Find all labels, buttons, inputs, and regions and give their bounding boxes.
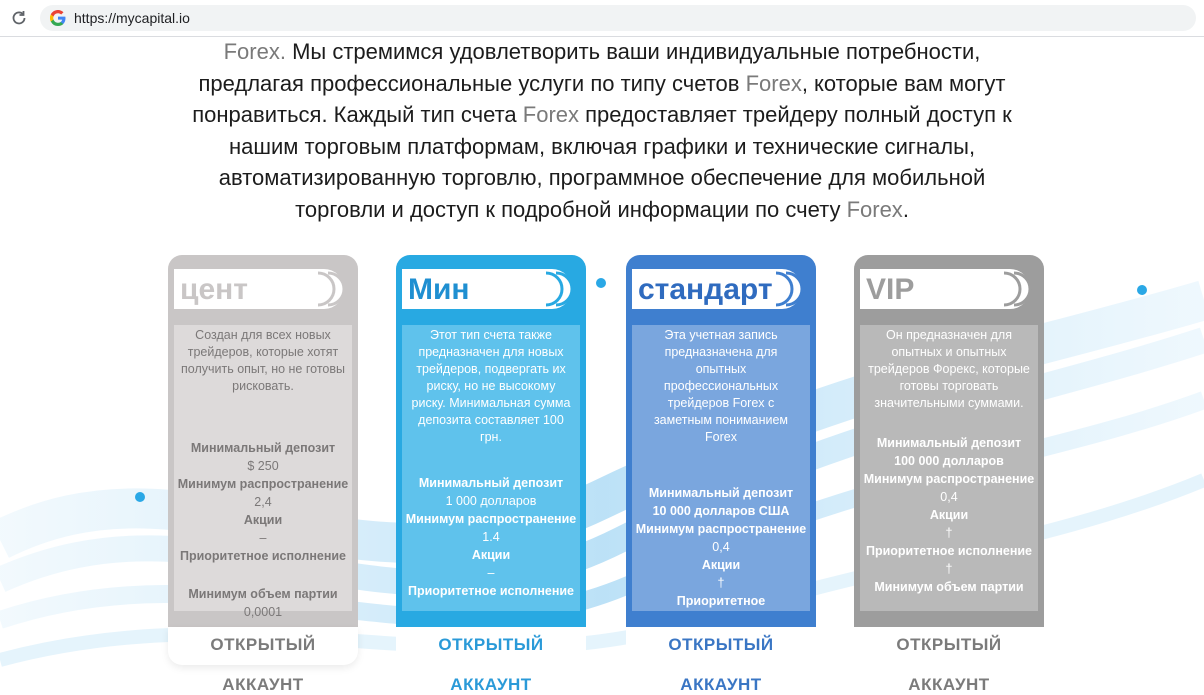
stocks-value: † <box>945 526 953 540</box>
open-account-button[interactable]: ОТКРЫТЫЙ <box>896 635 1002 654</box>
double-arc-icon <box>312 269 352 309</box>
card-body <box>854 325 1044 627</box>
lot-label: Минимум объем партии <box>188 587 338 601</box>
account-card-cent <box>168 255 358 694</box>
card-title: Мин <box>408 273 470 306</box>
account-card-standard <box>626 255 816 694</box>
intro-paragraph: Forex. Мы стремимся удовлетворить ваши индивидуальные потребности, предлагая профессиональные услуги по типу счетов Forex, которые вам могут понравиться. Каждый тип счета Forex предоставляет трейдеру полный доступ к нашим торговым платформам, включая графики и технические сигналы, автоматизированную торговлю, программное обеспечение для мобильной торговли и доступ к подробной информации по счету Forex. <box>192 39 1012 222</box>
priority-label: Приоритетное исполнение <box>407 584 575 598</box>
open-account-button[interactable]: ОТКРЫТЫЙ <box>210 635 316 654</box>
decor-dot <box>135 492 145 502</box>
deposit-value: $ 250 <box>247 459 279 473</box>
open-account-button[interactable]: ОТКРЫТЫЙ <box>438 635 544 654</box>
double-arc-icon <box>540 269 580 309</box>
card-header <box>396 255 586 325</box>
priority-label: Приоритетное исполнение <box>865 544 1033 558</box>
spread-value: 1.4 <box>482 530 500 544</box>
spread-value: 0,4 <box>940 490 958 504</box>
spread-label: Минимум распространение <box>405 512 577 526</box>
card-header <box>854 255 1044 325</box>
priority-label: Приоритетное исполнение <box>179 549 347 563</box>
browser-toolbar <box>0 0 1204 37</box>
reload-icon[interactable] <box>10 9 28 27</box>
stocks-label: Акции <box>471 548 511 562</box>
card-body <box>168 325 358 627</box>
priority-label: Приоритетное <box>676 594 766 608</box>
account-link[interactable]: АККАУНТ <box>908 675 990 694</box>
card-title: стандарт <box>638 273 773 306</box>
card-title: цент <box>180 273 248 306</box>
card-title: VIP <box>866 273 915 306</box>
address-bar[interactable] <box>40 5 1196 31</box>
card-details <box>860 325 1038 611</box>
deposit-label: Минимальный депозит <box>876 436 1022 450</box>
card-description: Создан для всех новых трейдеров, которые хотят получить опыт, но не готовы рисковать. <box>181 328 345 393</box>
stocks-value: – <box>487 566 495 580</box>
card-header <box>168 255 358 325</box>
decor-dot <box>1137 285 1147 295</box>
google-icon <box>50 10 66 26</box>
account-card-vip <box>854 255 1044 694</box>
card-description: Эта учетная запись предназначена для опытных профессиональных трейдеров Forex с заметным пониманием Forex <box>653 328 789 444</box>
card-body <box>396 325 586 627</box>
double-arc-icon <box>998 269 1038 309</box>
url-text[interactable]: https://mycapital.io <box>74 10 190 26</box>
card-details <box>174 325 352 619</box>
card-description: Он предназначен для опытных и опытных трейдеров Форекс, которые готовы торговать значительными суммами. <box>868 328 1030 410</box>
stocks-value: – <box>259 531 267 545</box>
deposit-value: 10 000 долларов США <box>652 504 790 518</box>
card-body <box>626 325 816 627</box>
spread-label: Минимум распространение <box>635 522 807 536</box>
stocks-label: Акции <box>929 508 969 522</box>
priority-value: † <box>945 562 953 576</box>
lot-value: 0,0001 <box>243 605 283 619</box>
stocks-label: Акции <box>243 513 283 527</box>
deposit-label: Минимальный депозит <box>190 441 336 455</box>
deposit-label: Минимальный депозит <box>648 486 794 500</box>
priority-value <box>174 565 352 583</box>
account-link[interactable]: АККАУНТ <box>450 675 532 694</box>
stocks-value: † <box>717 576 725 590</box>
account-link[interactable]: АККАУНТ <box>680 675 762 694</box>
deposit-value: 100 000 долларов <box>894 454 1004 468</box>
double-arc-icon <box>770 269 810 309</box>
deposit-value: 1 000 долларов <box>445 494 537 508</box>
stocks-label: Акции <box>701 558 741 572</box>
account-card-min <box>396 255 586 694</box>
card-description: Этот тип счета также предназначен для новых трейдеров, подвергать их риску, но не высокому риску. Минимальная сумма депозита составляет 100 грн. <box>411 328 571 444</box>
card-details <box>632 325 810 611</box>
card-header <box>626 255 816 325</box>
lot-label: Минимум объем партии <box>874 580 1024 594</box>
spread-value: 0,4 <box>712 540 730 554</box>
spread-label: Минимум распространение <box>177 477 349 491</box>
spread-value: 2,4 <box>254 495 272 509</box>
open-account-button[interactable]: ОТКРЫТЫЙ <box>668 635 774 654</box>
decor-dot <box>596 278 606 288</box>
deposit-label: Минимальный депозит <box>418 476 564 490</box>
spread-label: Минимум распространение <box>863 472 1035 486</box>
card-details <box>402 325 580 611</box>
account-link[interactable]: АККАУНТ <box>222 675 304 694</box>
